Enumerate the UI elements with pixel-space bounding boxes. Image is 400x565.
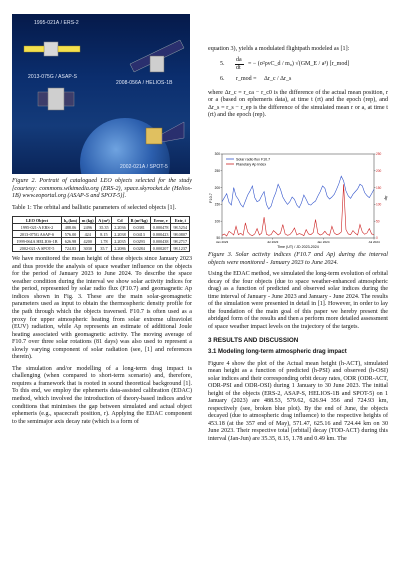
table-header: Cd (112, 217, 128, 224)
right-tick-label: 0 (376, 236, 378, 241)
figure-3-caption: Figure 3. Solar activity indices (F10.7 and Ap) during the interval objects were monitored - January 2023 to June 2024. (208, 252, 388, 266)
equation-rhs: Δr_c / Δr_s (264, 75, 292, 82)
table-header: h₀ (km) (61, 217, 79, 224)
table-cell: 2013-075G ASAP-S (13, 231, 62, 238)
table-cell: 724.83 (61, 245, 79, 252)
subsection-heading: 3.1 Modeling long-term atmospheric drag impact (208, 349, 347, 356)
equation-lhs: r_mod = (236, 75, 257, 82)
table-header: A (m²) (96, 217, 112, 224)
table-cell: 98.5254 (171, 224, 190, 231)
left-tick-label: 250 (214, 169, 220, 173)
left-tick-label: 150 (214, 202, 220, 207)
legend-label: Solar radio flux F10.7 (236, 157, 271, 162)
right-tick-label: 200 (376, 169, 382, 173)
body-paragraph: equation 3), yields a modulated flightpath modeled as [1]: (208, 46, 350, 52)
table-cell: 2.2036 (112, 224, 128, 231)
body-paragraph: We have monitored the mean height of these objects since January 2023 and thus provide the analysis of space weather influence on the objects for the period of January 2023 to June 2024. To describe the space weather condition during the interval we show solar activity indices for the period, represented by solar radio flux (F10.7) and geomagnetic Ap indices shown in Fig. 3. These are the main solar-geomagnetic parameters used as input to obtain the thermospheric density profile for the path through which the objects traversed. F10.7 is often used as a proxy for upper atmospheric heating from solar extreme ultraviolet (EUV) radiation, while Ap represents an estimate of additional Joule heating associated with geomagnetic activity. The moving average of F10.7 over three solar rotations (81 days) was also used to represent a slowly varying component of solar radiation (see, [1] and references therein). (12, 256, 192, 361)
x-tick-label: Jan 2024 (317, 240, 330, 244)
satellite-figure (12, 14, 190, 174)
table-cell: 424 (80, 231, 96, 238)
x-tick-label: Jul 2024 (368, 240, 380, 244)
equation-number: 5. (220, 60, 225, 67)
figure-2-caption: Figure 2. Portrait of catalogued LEO objects selected for the study [courtesy: commons.wikimedia.org (ERS-2), space.skyrocket.de (Helios-1B) www.eoportal.org (ASAP-S and SPOT-5)]. (12, 178, 192, 200)
table-cell: 4200 (80, 238, 96, 245)
table-cell: 35.35 (96, 224, 112, 231)
table-cell: 0.0381 (128, 224, 150, 231)
table-cell: 488.06 (61, 224, 79, 231)
table-header: Error, e (150, 217, 171, 224)
table-cell: 0.000423 (150, 231, 171, 238)
table-cell: 1999-064A HELIOS-1B (13, 238, 62, 245)
table-cell: 626.98 (61, 238, 79, 245)
table-cell: 0.000478 (150, 224, 171, 231)
right-tick-label: 250 (376, 152, 382, 157)
left-tick-label: 300 (214, 152, 220, 157)
sat-label-spot5: 2002-021A / SPOT-5 (120, 164, 168, 170)
right-tick-label: 150 (376, 185, 382, 190)
spot5-satellite-icon (120, 118, 186, 162)
table-cell: 98.2717 (171, 238, 190, 245)
table-cell: 2.2035 (112, 238, 128, 245)
left-tick-label: 200 (214, 185, 220, 190)
table-cell: 0.0413 (128, 231, 150, 238)
table-row (13, 231, 190, 238)
table-header: LEO Object (13, 217, 62, 224)
table-cell: 2.2038 (112, 231, 128, 238)
equation-lhs-top: da (236, 56, 242, 63)
body-paragraph: where Δr_c = r_ca − r_c0 is the difference of the actual mean position, r or a (based on ephemeris data), at time t (rt) and the epoch (rep), and Δr_s = r_s − r_ep is the difference of the simulated mean r or a, at time t (rt) and the epoch (rep). (208, 89, 388, 119)
y-axis-right-label: Ap (384, 195, 388, 201)
table-cell: 0.0293 (128, 238, 150, 245)
equation-6 (208, 73, 388, 87)
table-row (13, 238, 190, 245)
table-cell: 0.000438 (150, 238, 171, 245)
table-cell: 576.00 (61, 231, 79, 238)
equation-rhs: = − (σ²ρνC_d / m₀) √(GM_E / a³) [r_mod] (248, 60, 350, 67)
table-cell: 0.000207 (150, 245, 171, 252)
x-axis-label: Time (UT) / JD 2023-2024 (277, 245, 319, 249)
right-tick-label: 50 (376, 219, 380, 224)
equation-5 (208, 57, 388, 73)
table-cell: 98.1237 (171, 245, 190, 252)
sat-label-helios: 2008-056A / HELIOS-1B (116, 80, 173, 86)
x-tick-label: Jul 2023 (266, 240, 279, 244)
left-tick-label: 50 (216, 236, 220, 241)
asaps-satellite-icon (34, 82, 78, 122)
table-cell: 0.0284 (128, 245, 150, 252)
table-cell: 1.78 (96, 238, 112, 245)
section-heading: 3 RESULTS AND DISCUSSION (208, 337, 299, 345)
helios-satellite-icon (122, 34, 188, 82)
table-header-row (13, 217, 190, 224)
table-row (13, 224, 190, 231)
equation-number: 6. (220, 75, 225, 82)
table-cell: 2496 (80, 224, 96, 231)
table-cell: 35.7 (96, 245, 112, 252)
table-row (13, 245, 190, 252)
table-header: m (kg) (80, 217, 96, 224)
body-paragraph: Figure 4 show the plot of the Actual mean height (h-ACT), simulated mean height as a function of predicted (h-PSI) and observed (h-OSI) solar indices and their corresponding orbit decay rates, ODR (ODR-ACT, ODR-PSI and ODR-OSI) during 1 January to 30 June 2023. The initial height of the objects (ERS-2, ASAP-S, HELIOS-1B and SPOT-5) on 1 January (2023) are 488.53, 579.62, 626.94 356 and 724.93 km, respectively (see, broken blue plot). By the end of June, the objects decayed (due to atmospheric drag influence) to the respective heights of 453.18 (at the 357 end of May), 571.47, 625.16 and 724.44 km on 30 June 2023. Their respective total [orbital] decay (TOD-ACT) during this interval (Jan-Jun) are 35.35, 8.15, 1.78 and 0.49 km. The (208, 360, 388, 443)
solar-activity-chart (208, 152, 388, 250)
orbital-parameters-table (12, 216, 190, 252)
table-1-caption: Table 1: The orbital and ballistic parameters of selected objects [1]. (12, 204, 177, 211)
x-tick-label: Jan 2023 (215, 240, 229, 244)
sat-label-ers2: 1995-021A / ERS-2 (34, 20, 79, 26)
legend-label: Planetary Ap Index (236, 162, 267, 167)
table-cell: 2.2086 (112, 245, 128, 252)
left-tick-label: 100 (214, 219, 220, 224)
table-cell: 2002-021-A SPOT-5 (13, 245, 62, 252)
body-paragraph: The simulation and/or modelling of a long-term drag impact is challenging (when compared to short-term scenario) and, therefore, requires a framework that is rooted in sound theoretical background [1]. To this end, we employ the ephemeris data-assisted calibration (EDAC) method, which involved the introduction of theory-based indices and/or conditions that minimises the gap between simulated and actual object ephemeris (e.g., spacecraft position, r). Applying the EDAC component to the semimajor axis decay rate (which is a form of (12, 365, 192, 425)
y-axis-left-label: F10.7 (209, 193, 213, 203)
table-header: Extr, i (171, 217, 190, 224)
ers2-satellite-icon (22, 28, 82, 70)
equation-lhs-bottom: dt (236, 64, 241, 71)
body-paragraph: Using the EDAC method, we simulated the long-term evolution of orbital decay of the four objects (due to space weather-enhanced atmospheric drag) as a function of predicted and observed solar indices during the time interval of January - June 2023 and January - June 2024. The results of the simulation were presented in detail in [1]. However, in order to lay the foundation of the main goal of this paper we hereby present the abridged form of the results and then a perform more detailed assessment of space weather impact levels on the trajectory of the targets. (208, 271, 388, 330)
chart-svg (208, 152, 388, 250)
table-cell: 98.0807 (171, 231, 190, 238)
table-header: B (m²/kg) (128, 217, 150, 224)
sat-label-asaps: 2013-075G / ASAP-S (28, 74, 78, 80)
table-cell: 1995-021-A ERS-2 (13, 224, 62, 231)
right-tick-label: 100 (376, 202, 382, 207)
table-cell: 8.15 (96, 231, 112, 238)
table-cell: 3030 (80, 245, 96, 252)
